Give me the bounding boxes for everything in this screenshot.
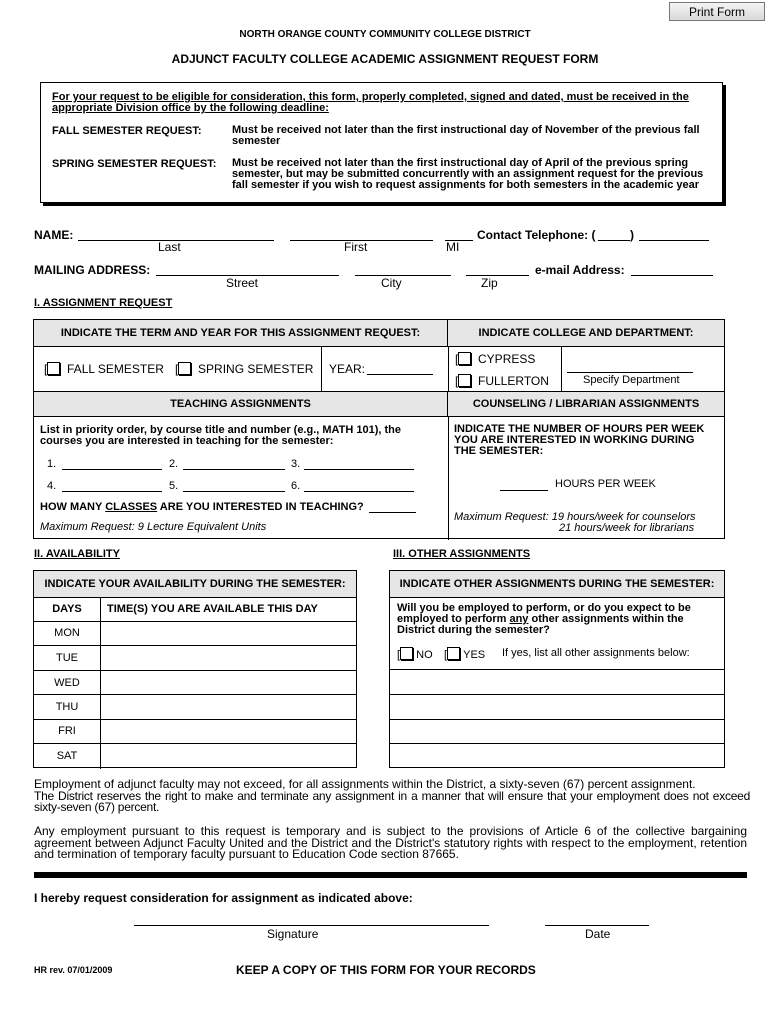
date-field[interactable] <box>545 925 649 926</box>
spring-semester-checkbox[interactable] <box>178 362 191 375</box>
last-caption: Last <box>158 240 181 254</box>
policy-paragraph-1 <box>34 779 750 814</box>
year-label: YEAR: <box>329 362 366 376</box>
course-3-field[interactable] <box>304 469 414 470</box>
policy-reserve: The District reserves the right to make and terminate any assignment in a manner that will ensure that your employment does not exceed sixty-seven (67) percent. <box>34 788 750 814</box>
yes-option[interactable]: [ YES <box>444 649 486 661</box>
teaching-header-text: TEACHING ASSIGNMENTS <box>170 398 311 410</box>
course-3-label: 3. <box>291 458 301 470</box>
counseling-header <box>448 391 724 417</box>
fall-semester-label: FALL SEMESTER <box>67 362 164 376</box>
city-field[interactable] <box>355 275 451 276</box>
question-any: any <box>509 613 529 625</box>
assignment-request-title <box>34 297 172 309</box>
max-request-counselors: Maximum Request: 19 hours/week for counselors <box>454 511 696 523</box>
fall-request-text: Must be received not later than the first instructional day of November of the previous fall semester <box>232 124 700 147</box>
availability-title-text: II. AVAILABILITY <box>34 548 120 560</box>
term-divider <box>321 347 322 391</box>
course-1-label: 1. <box>47 458 57 470</box>
course-2-field[interactable] <box>183 469 285 470</box>
classes-question-b: CLASSES <box>105 501 158 513</box>
counseling-header-text: COUNSELING / LIBRARIAN ASSIGNMENTS <box>472 398 700 410</box>
question-part-b: other assignments within the District during the semester? <box>397 613 684 636</box>
teaching-header <box>34 391 448 417</box>
spring-semester-label: SPRING SEMESTER <box>198 362 314 376</box>
city-caption: City <box>381 276 402 290</box>
availability-header <box>34 571 356 598</box>
assignment-request-table <box>33 319 725 539</box>
section-divider <box>34 872 747 878</box>
keep-copy-notice: KEEP A COPY OF THIS FORM FOR YOUR RECORDS <box>236 963 536 977</box>
question-part-a: Will you be employed to perform, or do you expect to be employed to perform <box>397 602 691 625</box>
other-assignment-row[interactable] <box>390 743 724 744</box>
mi-caption: MI <box>446 240 460 254</box>
policy-limit: Employment of adjunct faculty may not exceed, for all assignments within the District, a sixty-seven (67) percent assignment. <box>34 777 696 791</box>
days-column-header: DAYS <box>52 603 82 615</box>
other-assignment-row[interactable] <box>390 694 724 695</box>
classes-question <box>40 501 364 513</box>
other-assignments-question <box>397 603 707 636</box>
teaching-instructions: List in priority order, by course title and number (e.g., MATH 101), the courses you are interested in teaching for the semester: <box>40 424 402 447</box>
other-assignments-header-text: INDICATE OTHER ASSIGNMENTS DURING THE SEMESTER: <box>399 578 715 590</box>
dept-divider <box>561 347 562 391</box>
email-label: e-mail Address: <box>535 263 625 277</box>
day-fri: FRI <box>58 725 76 737</box>
department-field[interactable] <box>567 372 693 373</box>
spring-request-label: SPRING SEMESTER REQUEST: <box>52 158 217 170</box>
max-request-librarians: 21 hours/week for librarians <box>559 522 695 534</box>
telephone-field[interactable] <box>639 240 709 241</box>
fall-semester-option[interactable]: [ FALL SEMESTER <box>44 362 164 376</box>
specify-department-caption: Specify Department <box>583 374 680 386</box>
other-assignments-table <box>389 570 725 768</box>
max-request-teaching: Maximum Request: 9 Lecture Equivalent Units <box>40 521 267 533</box>
deadline-box <box>40 82 723 203</box>
other-assignments-title <box>393 548 530 560</box>
yes-label: YES <box>463 649 486 661</box>
other-assignments-header <box>390 571 724 598</box>
availability-header-text: INDICATE YOUR AVAILABILITY DURING THE SEMESTER: <box>44 578 346 590</box>
classes-question-c: ARE YOU INTERESTED IN TEACHING? <box>157 501 364 513</box>
no-checkbox[interactable] <box>400 647 413 660</box>
course-6-label: 6. <box>291 480 301 492</box>
day-tue: TUE <box>56 652 78 664</box>
availability-table <box>33 570 357 768</box>
area-code-field[interactable] <box>598 240 630 241</box>
day-sat: SAT <box>56 750 78 762</box>
signature-caption: Signature <box>267 927 319 941</box>
day-thu: THU <box>55 701 79 713</box>
times-column-header: TIME(S) YOU ARE AVAILABLE THIS DAY <box>107 603 318 615</box>
assignment-request-title-text: I. ASSIGNMENT REQUEST <box>34 297 173 309</box>
spring-request-text: Must be received not later than the first instructional day of April of the previous spring semester, but may be submitted concurrently with an assignment request for the previous fall semester if you wish to request assignments for both semesters in the academic year <box>232 157 704 191</box>
course-5-field[interactable] <box>183 491 285 492</box>
first-caption: First <box>344 240 368 254</box>
signature-field[interactable] <box>134 925 489 926</box>
name-label: NAME: <box>34 228 74 242</box>
phone-paren: ) <box>630 228 634 242</box>
fall-semester-checkbox[interactable] <box>47 362 60 375</box>
contact-telephone-label: Contact Telephone: ( <box>477 228 596 242</box>
college-header <box>448 320 724 347</box>
cypress-option[interactable]: [ CYPRESS <box>455 352 536 366</box>
fullerton-label: FULLERTON <box>478 374 549 388</box>
spring-semester-option[interactable]: [ SPRING SEMESTER <box>175 362 314 376</box>
other-assignment-row[interactable] <box>390 719 724 720</box>
deadline-intro: For your request to be eligible for consideration, this form, properly completed, signed and dated, must be received in the appropriate Division office by the following deadline: <box>52 91 689 114</box>
availability-title <box>34 548 120 560</box>
hours-per-week-caption: HOURS PER WEEK <box>555 478 656 490</box>
zip-caption: Zip <box>481 276 498 290</box>
course-4-label: 4. <box>47 480 57 492</box>
mailing-address-label: MAILING ADDRESS: <box>34 263 151 277</box>
request-statement: I hereby request consideration for assignment as indicated above: <box>34 891 413 905</box>
course-5-label: 5. <box>169 480 179 492</box>
other-assignment-row[interactable] <box>390 669 724 670</box>
hours-instructions: INDICATE THE NUMBER OF HOURS PER WEEK YOU ARE INTERESTED IN WORKING DURING THE SEMESTER: <box>454 423 705 457</box>
no-label: NO <box>416 649 433 661</box>
cypress-checkbox[interactable] <box>458 352 471 365</box>
college-divider <box>448 347 449 540</box>
hours-per-week-field[interactable] <box>500 490 548 491</box>
day-mon: MON <box>54 627 80 639</box>
classes-count-field[interactable] <box>369 512 416 513</box>
yes-checkbox[interactable] <box>447 647 460 660</box>
street-caption: Street <box>226 276 259 290</box>
form-title: ADJUNCT FACULTY COLLEGE ACADEMIC ASSIGNMENT REQUEST FORM <box>171 52 599 66</box>
day-wed: WED <box>54 677 80 689</box>
fall-request-label: FALL SEMESTER REQUEST: <box>52 125 202 137</box>
classes-question-a: HOW MANY <box>40 501 106 513</box>
policy-paragraph-2: Any employment pursuant to this request is temporary and is subject to the provisions of Article 6 of the collective bargaining agreement between Adjunct Faculty United and the District and the District's statutory rights with respect to the employment, retention and termination of temporary faculty pursuant to Education Code section 87665. <box>34 824 747 861</box>
print-form-button[interactable]: Print Form <box>669 2 765 21</box>
college-header-text: INDICATE COLLEGE AND DEPARTMENT: <box>478 327 694 339</box>
course-1-field[interactable] <box>62 469 162 470</box>
course-6-field[interactable] <box>304 491 414 492</box>
course-2-label: 2. <box>169 458 179 470</box>
fullerton-option[interactable]: [ FULLERTON <box>455 374 549 388</box>
email-field[interactable] <box>631 275 713 276</box>
year-field[interactable] <box>367 374 433 375</box>
fullerton-checkbox[interactable] <box>458 374 471 387</box>
course-4-field[interactable] <box>62 491 162 492</box>
other-assignments-title-text: III. OTHER ASSIGNMENTS <box>393 548 531 560</box>
term-header-text: INDICATE THE TERM AND YEAR FOR THIS ASSIGNMENT REQUEST: <box>60 327 421 339</box>
if-yes-instructions: If yes, list all other assignments below: <box>502 647 690 659</box>
no-option[interactable]: [ NO <box>397 649 433 661</box>
cypress-label: CYPRESS <box>478 352 536 366</box>
term-header <box>34 320 448 347</box>
district-name: NORTH ORANGE COUNTY COMMUNITY COLLEGE DISTRICT <box>239 29 531 40</box>
date-caption: Date <box>585 927 611 941</box>
revision-label: HR rev. 07/01/2009 <box>34 965 113 975</box>
